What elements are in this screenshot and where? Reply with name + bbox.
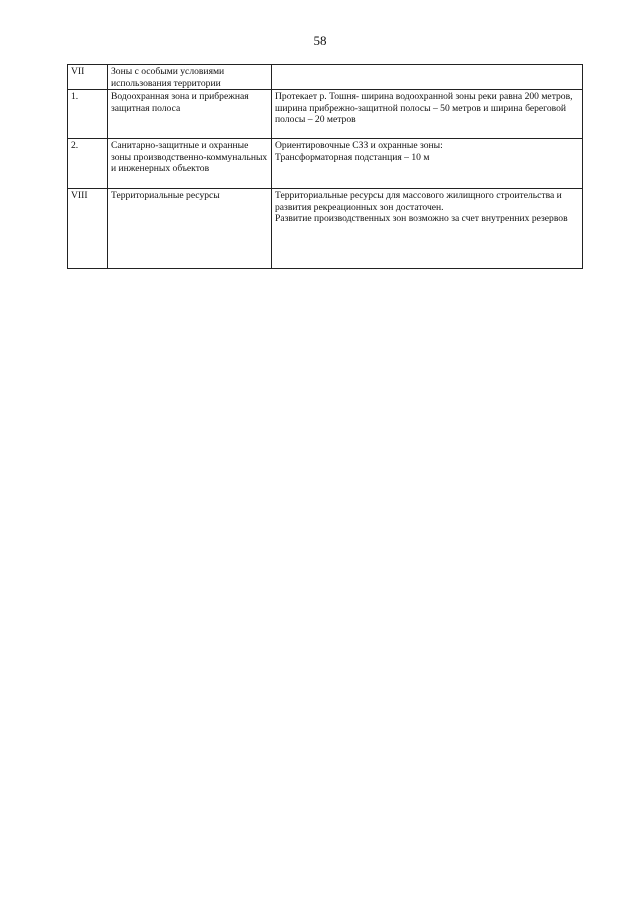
row-number-cell (68, 189, 108, 269)
zone-name-cell (108, 90, 272, 139)
row-number: 1. (71, 91, 79, 102)
page-number: 58 (313, 33, 327, 48)
zone-name-cell (108, 65, 272, 90)
zone-description-cell (272, 90, 583, 139)
zone-description-cell (272, 65, 583, 90)
zone-name-cell (108, 189, 272, 269)
row-number-cell (68, 139, 108, 189)
zone-description-line: Ориентировочные СЗЗ и охранные зоны: (275, 140, 443, 151)
table-row (68, 139, 583, 189)
zone-name-cell (108, 139, 272, 189)
table-row (68, 189, 583, 269)
zones-table (67, 64, 583, 269)
row-number: VII (71, 66, 85, 77)
zone-name: Территориальные ресурсы (111, 190, 220, 201)
zone-name: Санитарно-защитные и охранные зоны производственно-коммунальных и инженерных объектов (111, 140, 268, 174)
zone-description-cell (272, 189, 583, 269)
zone-name: Водоохранная зона и прибрежная защитная полоса (111, 91, 249, 114)
row-number: VIII (71, 190, 88, 201)
row-number-cell (68, 90, 108, 139)
zone-description-line: Трансформаторная подстанция – 10 м (275, 151, 430, 163)
row-number: 2. (71, 140, 79, 151)
table-row (68, 90, 583, 139)
row-number-cell (68, 65, 108, 90)
zone-description-cell (272, 139, 583, 189)
table-row (68, 65, 583, 90)
zone-description-line: Территориальные ресурсы для массового жилищного строительства и развития рекреационных зон достаточен. (275, 190, 562, 213)
zone-name: Зоны с особыми условиями использования территории (111, 66, 225, 89)
zone-description-line: Развитие производственных зон возможно за счет внутренних резервов (275, 213, 568, 224)
zone-description-line: Протекает р. Тошня- ширина водоохранной зоны реки равна 200 метров, ширина прибрежно-защитной полосы – 50 метров и ширина береговой полосы – 20 метров (275, 91, 573, 125)
